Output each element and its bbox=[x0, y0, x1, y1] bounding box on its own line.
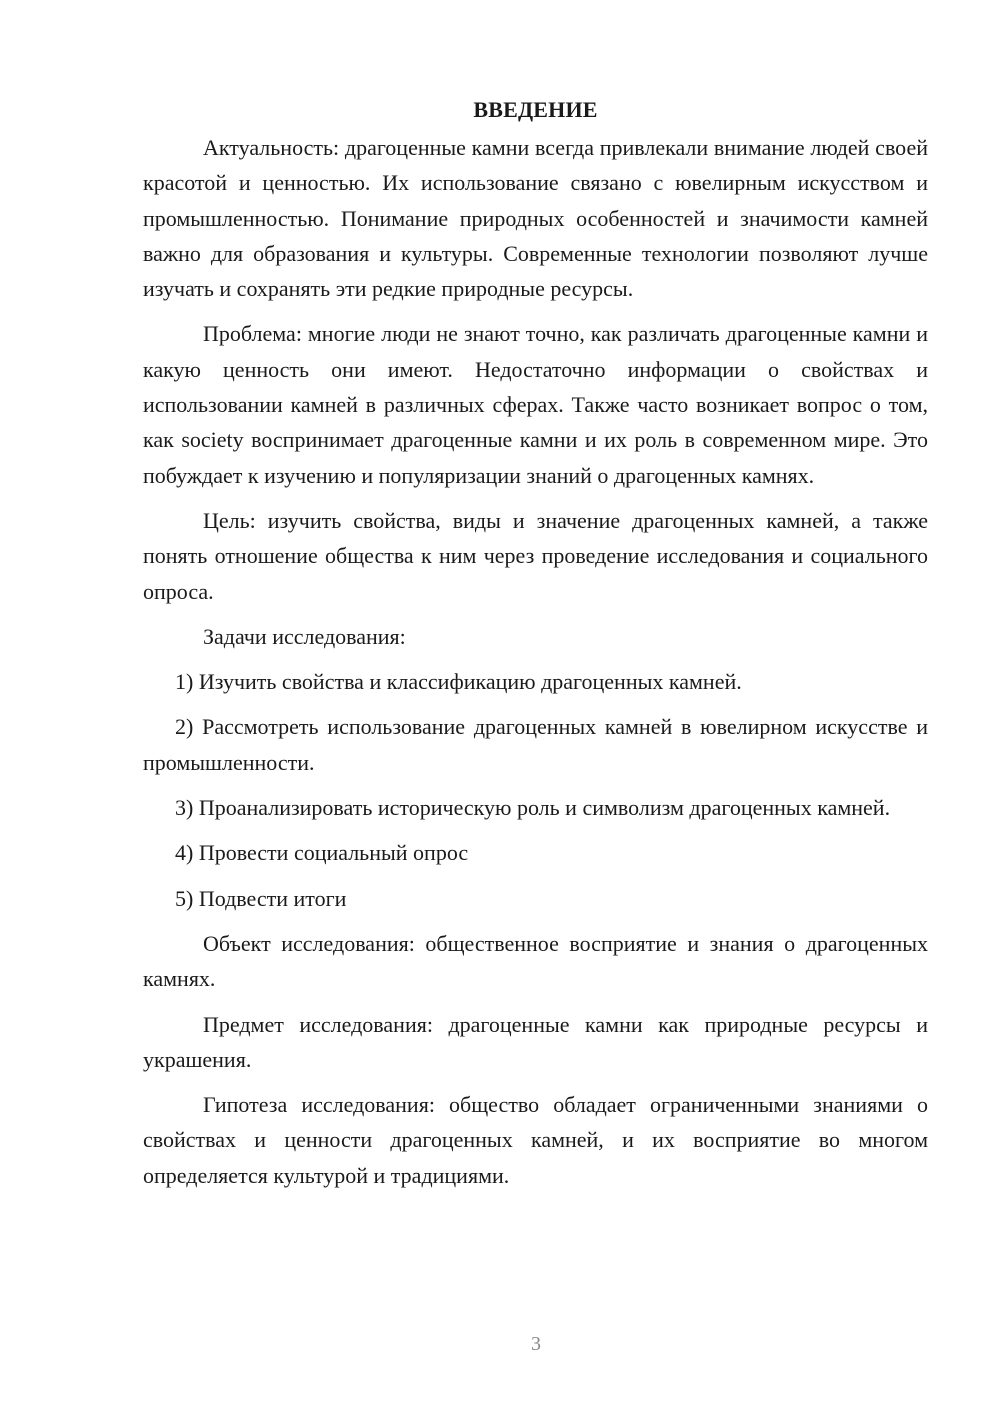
section-title: ВВЕДЕНИЕ bbox=[473, 97, 598, 122]
task-item-5: 5) Подвести итоги bbox=[175, 885, 347, 911]
paragraph-object: Объект исследования: общественное восприятие и знания о драгоценных камнях. bbox=[143, 930, 928, 992]
paragraph-tasks-heading: Задачи исследования: bbox=[203, 623, 406, 649]
task-item-4: 4) Провести социальный опрос bbox=[175, 840, 469, 866]
task-item-1: 1) Изучить свойства и классификацию драгоценных камней. bbox=[175, 669, 742, 695]
task-item-3: 3) Проанализировать историческую роль и символизм драгоценных камней. bbox=[175, 795, 891, 821]
task-item-2: 2) Рассмотреть использование драгоценных камней в ювелирном искусстве и промышленности. bbox=[143, 714, 928, 775]
page-number: 3 bbox=[531, 1333, 541, 1355]
paragraph-subject: Предмет исследования: драгоценные камни как природные ресурсы и украшения. bbox=[143, 1011, 928, 1072]
paragraph-relevance: Актуальность: драгоценные камни всегда привлекали внимание людей своей красотой и ценностью. Их использование связано с ювелирным искусством и промышленностью. Понимание природных особенностей и значимости камней важно для образования и культуры. Современные технологии позволяют лучше изучать и сохранять эти редкие природные ресурсы. bbox=[143, 135, 928, 302]
paragraph-problem: Проблема: многие люди не знают точно, как различать драгоценные камни и какую ценность они имеют. Недостаточно информации о свойствах и использовании камней в различных сферах. Также часто возникает вопрос о том, как society воспринимает драгоценные камни и их роль в современном мире. Это побуждает к изучению и популяризации знаний о драгоценных камнях. bbox=[143, 321, 928, 488]
document-page bbox=[143, 92, 928, 1203]
paragraph-hypothesis: Гипотеза исследования: общество обладает ограниченными знаниями о свойствах и ценности драгоценных камней, и их восприятие во многом определяется культурой и традициями. bbox=[143, 1092, 928, 1188]
paragraph-goal: Цель: изучить свойства, виды и значение драгоценных камней, а также понять отношение общества к ним через проведение исследования и социального опроса. bbox=[143, 507, 928, 604]
